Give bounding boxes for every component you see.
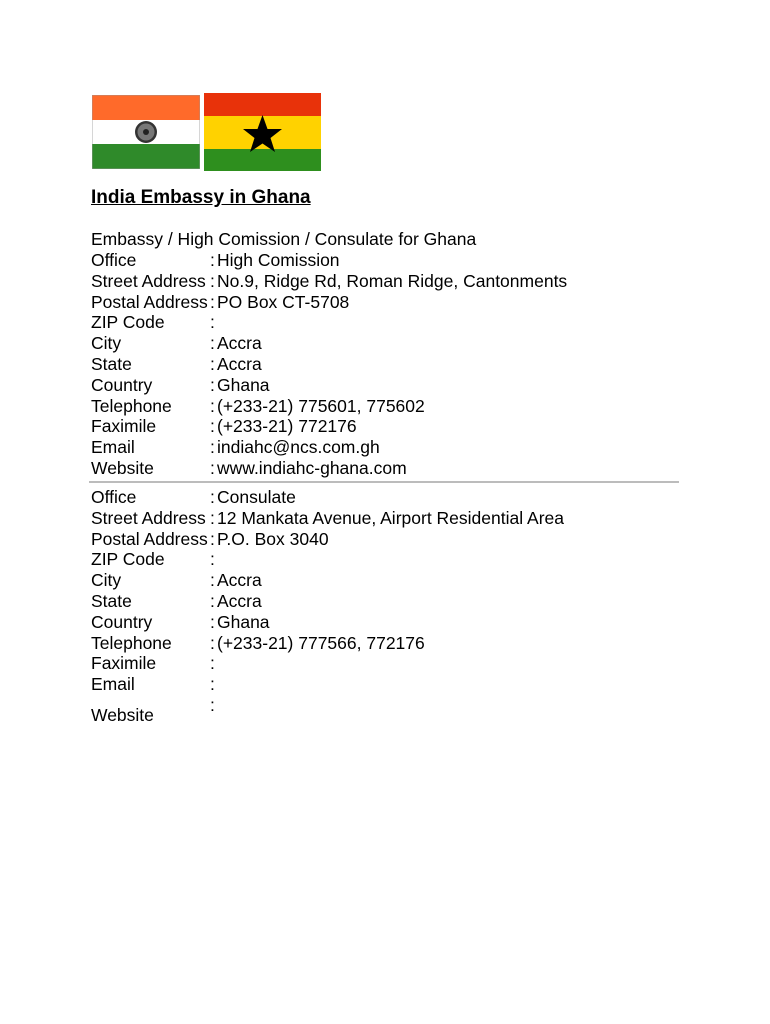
info-row xyxy=(89,354,567,375)
field-value: PO Box CT-5708 xyxy=(217,291,350,312)
field-label: ZIP Code xyxy=(91,312,165,333)
page-title: India Embassy in Ghana xyxy=(91,187,311,208)
field-separator: : xyxy=(210,250,215,270)
field-separator: : xyxy=(210,674,215,695)
field-separator: : xyxy=(210,528,215,549)
field-separator: : xyxy=(210,487,215,507)
office-table-consulate xyxy=(89,487,564,726)
field-value: Accra xyxy=(217,570,262,591)
info-row xyxy=(89,674,564,695)
field-label: Country xyxy=(91,374,153,395)
field-value: 12 Mankata Avenue, Airport Residential Area xyxy=(217,507,564,528)
field-separator: : xyxy=(210,312,215,333)
field-value: www.indiahc-ghana.com xyxy=(217,457,407,478)
field-separator: : xyxy=(210,395,215,416)
field-value: Accra xyxy=(217,353,262,374)
info-row xyxy=(89,458,567,479)
field-value: Ghana xyxy=(217,611,270,632)
field-separator: : xyxy=(210,457,215,478)
intro-text: Embassy / High Comission / Consulate for Ghana xyxy=(91,229,477,249)
info-row xyxy=(89,653,564,674)
field-label: Street Address xyxy=(91,270,206,291)
info-row xyxy=(89,396,567,417)
info-row xyxy=(89,250,567,271)
field-separator: : xyxy=(210,653,215,674)
info-row xyxy=(89,591,564,612)
field-separator: : xyxy=(210,507,215,528)
field-separator: : xyxy=(210,611,215,632)
field-label: Telephone xyxy=(91,632,172,653)
field-separator: : xyxy=(210,570,215,591)
field-label: Office xyxy=(91,487,137,507)
field-value: (+233-21) 775601, 775602 xyxy=(217,395,425,416)
info-row xyxy=(89,695,564,726)
info-row xyxy=(89,416,567,437)
field-separator: : xyxy=(210,374,215,395)
field-value xyxy=(217,312,567,333)
field-label: City xyxy=(91,570,122,591)
field-value: (+233-21) 772176 xyxy=(217,416,357,437)
field-separator: : xyxy=(210,632,215,653)
field-label: Telephone xyxy=(91,395,172,416)
field-label: Street Address xyxy=(91,507,206,528)
info-row xyxy=(89,437,567,458)
field-label: ZIP Code xyxy=(91,549,165,570)
field-label: Country xyxy=(91,611,153,632)
info-row xyxy=(89,333,567,354)
info-row xyxy=(89,570,564,591)
field-label: City xyxy=(91,333,122,354)
field-separator: : xyxy=(210,270,215,291)
field-label: Website xyxy=(91,457,154,478)
info-row xyxy=(89,612,564,633)
info-row xyxy=(89,529,564,550)
field-value: Consulate xyxy=(217,487,296,507)
ghana-flag-icon xyxy=(204,93,321,171)
field-value: High Comission xyxy=(217,250,340,270)
office-table-high-commission xyxy=(89,250,567,479)
field-value xyxy=(217,674,564,695)
section-divider xyxy=(89,481,679,483)
field-separator: : xyxy=(210,590,215,611)
field-label: State xyxy=(91,353,132,374)
field-value: Accra xyxy=(217,333,262,354)
field-separator: : xyxy=(210,694,215,715)
field-label: Email xyxy=(91,437,135,458)
field-value: (+233-21) 777566, 772176 xyxy=(217,632,425,653)
field-label: Faximile xyxy=(91,416,157,437)
field-separator: : xyxy=(210,333,215,354)
info-row xyxy=(89,508,564,529)
field-value xyxy=(217,695,564,726)
field-label: Postal Address xyxy=(91,291,208,312)
field-value: Ghana xyxy=(217,374,270,395)
field-separator: : xyxy=(210,549,215,570)
field-separator: : xyxy=(210,353,215,374)
field-value xyxy=(217,549,564,570)
info-row xyxy=(89,549,564,570)
field-label: Faximile xyxy=(91,653,157,674)
india-flag-icon xyxy=(92,95,200,169)
info-row xyxy=(89,292,567,313)
info-row xyxy=(89,633,564,654)
info-row xyxy=(89,312,567,333)
info-row xyxy=(89,487,564,508)
info-row xyxy=(89,271,567,292)
field-separator: : xyxy=(210,291,215,312)
field-label: State xyxy=(91,590,132,611)
field-value: Accra xyxy=(217,590,262,611)
field-label: Website xyxy=(91,704,154,725)
field-value: indiahc@ncs.com.gh xyxy=(217,437,380,458)
field-label: Office xyxy=(91,250,137,270)
field-value: No.9, Ridge Rd, Roman Ridge, Cantonments xyxy=(217,270,568,291)
info-row xyxy=(89,375,567,396)
field-separator: : xyxy=(210,437,215,458)
field-label: Postal Address xyxy=(91,528,208,549)
field-separator: : xyxy=(210,416,215,437)
field-label: Email xyxy=(91,674,135,695)
field-value xyxy=(217,653,564,674)
field-value: P.O. Box 3040 xyxy=(217,528,329,549)
